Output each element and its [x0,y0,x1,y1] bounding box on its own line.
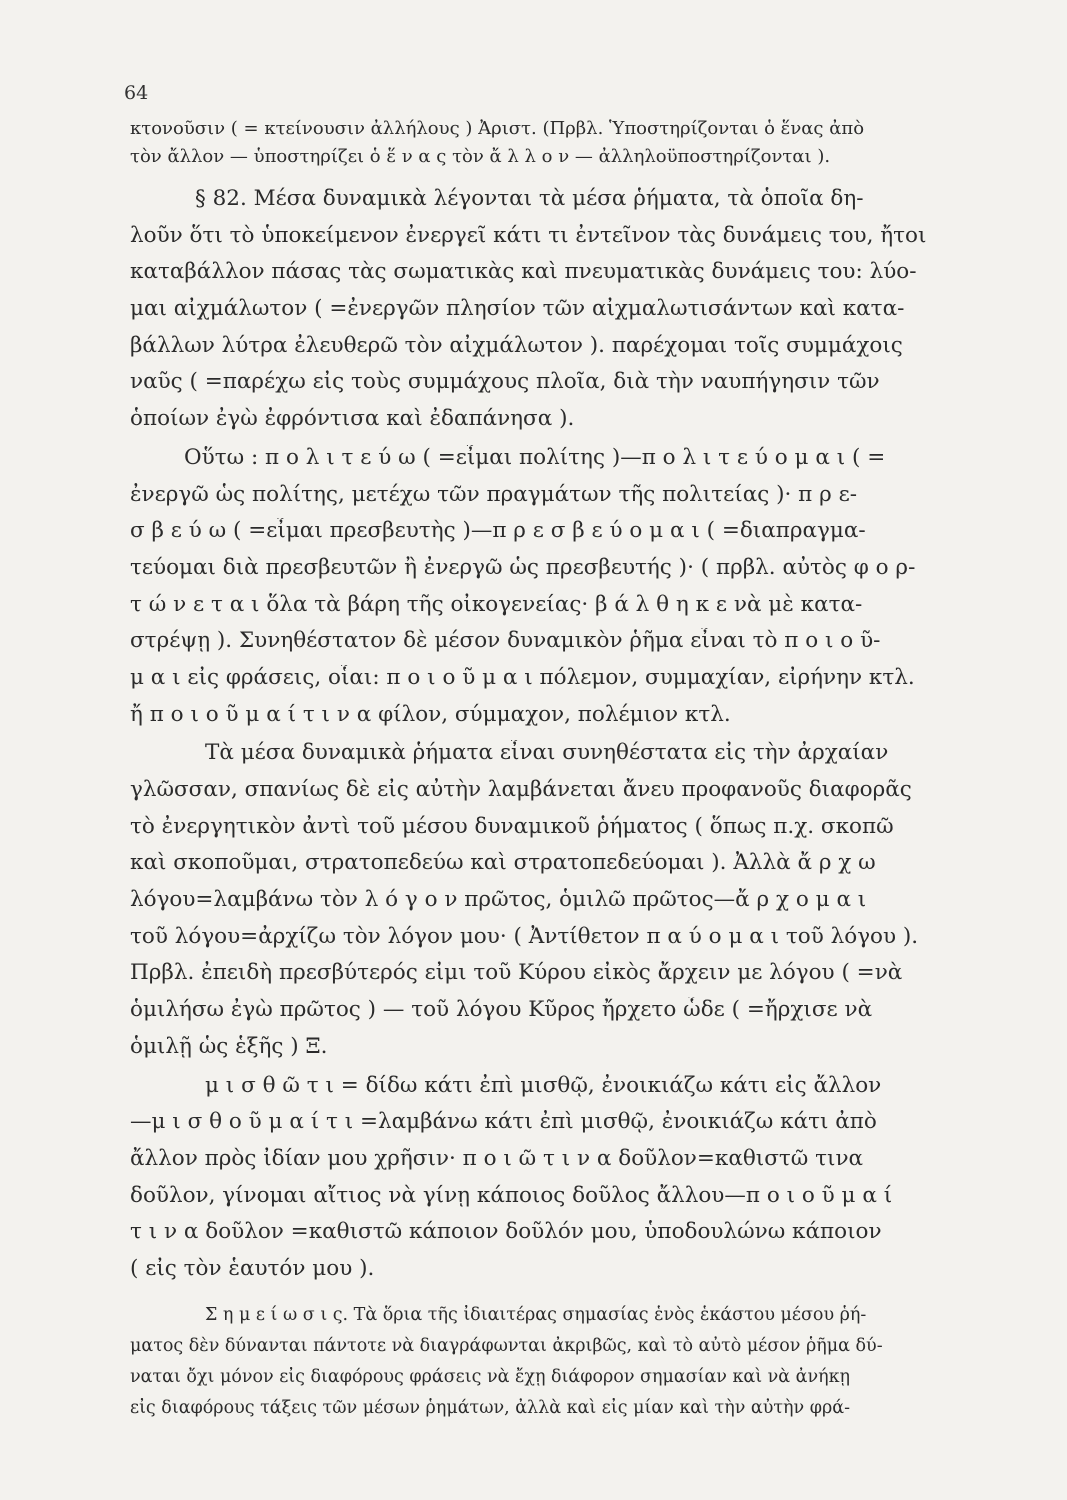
text-line: τὸ ἐνεργητικὸν ἀντὶ τοῦ μέσου δυναμικοῦ ῥήματος ( ὅπως π.χ. σκοπῶ [130,813,894,839]
text-line: τ ώ ν ε τ α ι ὅλα τὰ βάρη τῆς οἰκογενείας· β ά λ θ η κ ε νὰ μὲ κατα- [130,591,863,617]
text-line: λόγου=λαμβάνω τὸν λ ό γ ο ν πρῶτος, ὁμιλῶ πρῶτος—ἄ ρ χ ο μ α ι [130,887,867,913]
text-line: ἄλλον πρὸς ἰδίαν μου χρῆσιν· π ο ι ῶ τ ι ν α δοῦλον=καθιστῶ τινα [130,1145,864,1171]
text-line: τεύομαι διὰ πρεσβευτῶν ἢ ἐνεργῶ ὡς πρεσβευτής )· ( πρβλ. αὐτὸς φ ο ρ- [130,554,916,580]
text-line: γλῶσσαν, σπανίως δὲ εἰς αὐτὴν λαμβάνεται ἄνευ προφανοῦς διαφορᾶς [130,777,912,802]
note-paragraph [130,1305,1010,1429]
text-line: ὁποίων ἐγὼ ἐφρόντισα καὶ ἐδαπάνησα ). [130,406,575,432]
text-line: ἤ π ο ι ο ῦ μ α ί τ ι ν α φίλον, σύμμαχον, πολέμιον κτλ. [130,701,731,727]
text-line: Οὕτω : π ο λ ι τ ε ύ ω ( =εἶμαι πολίτης )—π ο λ ι τ ε ύ ο μ α ι ( = [184,444,886,470]
text-line: βάλλων λύτρα ἐλευθερῶ τὸν αἰχμάλωτον ). παρέχομαι τοῖς συμμάχοις [130,332,903,358]
text-line: τὸν ἄλλον — ὑποστηρίζει ὁ ἕ ν α ς τὸν ἄ λ λ ο ν — ἀλληλοϋποστηρίζονται ). [130,146,831,167]
text-line: ναῦς ( =παρέχω εἰς τοὺς συμμάχους πλοῖα, διὰ τὴν ναυπήγησιν τῶν [130,369,880,395]
text-line: τ ι ν α δοῦλον =καθιστῶ κάποιον δοῦλόν μου, ὑποδουλώνω κάποιον [130,1219,882,1245]
text-line: ἐνεργῶ ὡς πολίτης, μετέχω τῶν πραγμάτων τῆς πολιτείας )· π ρ ε- [130,481,857,507]
paragraph-houto [130,445,1010,739]
text-line: Πρβλ. ἐπειδὴ πρεσβύτερός εἰμι τοῦ Κύρου εἰκὸς ἄρχειν με λόγου ( =νὰ [130,960,903,986]
page-text [130,118,1010,1429]
text-line: δοῦλον, γίνομαι αἴτιος νὰ γίνῃ κάποιος δοῦλος ἄλλου—π ο ι ο ῦ μ α ί [130,1182,893,1208]
text-line: κτονοῦσιν ( = κτείνουσιν ἀλλήλους ) Ἀριστ. (Πρβλ. Ὑποστηρίζονται ὁ ἕνας ἀπὸ [130,118,865,139]
text-line: —μ ι σ θ ο ῦ μ α ί τ ι =λαμβάνω κάτι ἐπὶ μισθῷ, ἐνοικιάζω κάτι ἀπὸ [130,1109,877,1135]
text-line: μαι αἰχμάλωτον ( =ἐνεργῶν πλησίον τῶν αἰχμαλωτισάντων καὶ κατα- [130,296,905,322]
text-line: μ ι σ θ ῶ τ ι = δίδω κάτι ἐπὶ μισθῷ, ἐνοικιάζω κάτι εἰς ἄλλον [205,1072,882,1098]
text-line: ὁμιλῇ ὡς ἑξῆς ) Ξ. [130,1033,328,1059]
text-line: ματος δὲν δύνανται πάντοτε νὰ διαγράφωνται ἀκριβῶς, καὶ τὸ αὐτὸ μέσον ῥῆμα δύ- [130,1335,883,1356]
text-line: καὶ σκοποῦμαι, στρατοπεδεύω καὶ στρατοπεδεύομαι ). Ἀλλὰ ἄ ρ χ ω [130,850,876,876]
text-line: ναται ὄχι μόνον εἰς διαφόρους φράσεις νὰ ἔχῃ διάφορον σημασίαν καὶ νὰ ἀνήκῃ [130,1366,851,1387]
text-line: ( εἰς τὸν ἑαυτόν μου ). [130,1255,375,1281]
continuation-paragraph [130,118,1010,174]
text-line: σ β ε ύ ω ( =εἶμαι πρεσβευτὴς )—π ρ ε σ β ε ύ ο μ α ι ( =διαπραγμα- [130,518,866,544]
text-line: τοῦ λόγου=ἀρχίζω τὸν λόγον μου· ( Ἀντίθετον π α ύ ο μ α ι τοῦ λόγου ). [130,923,919,949]
text-line: λοῦν ὅτι τὸ ὑποκείμενον ἐνεργεῖ κάτι τι ἐντεῖνον τὰς δυνάμεις του, ἤτοι [130,222,927,248]
text-line: Σ η μ ε ί ω σ ι ς. Τὰ ὅρια τῆς ἰδιαιτέρας σημασίας ἑνὸς ἑκάστου μέσου ῥή- [205,1304,867,1325]
text-line: ὁμιλήσω ἐγὼ πρῶτος ) — τοῦ λόγου Κῦρος ἤρχετο ὧδε ( =ἤρχισε νὰ [130,997,873,1023]
text-line: § 82. Μέσα δυναμικὰ λέγονται τὰ μέσα ῥήματα, τὰ ὁποῖα δη- [195,186,864,211]
paragraph-ta-mesa [130,740,1010,1070]
text-line: καταβάλλον πάσας τὰς σωματικὰς καὶ πνευματικὰς δυνάμεις του: λύο- [130,259,917,285]
text-line: Τὰ μέσα δυναμικὰ ῥήματα εἶναι συνηθέστατα εἰς τὴν ἀρχαίαν [205,740,889,766]
section-82-paragraph [130,186,1010,443]
paragraph-mistho [130,1073,1010,1293]
text-line: μ α ι εἰς φράσεις, οἷαι: π ο ι ο ῦ μ α ι πόλεμον, συμμαχίαν, εἰρήνην κτλ. [130,664,915,690]
text-line: εἰς διαφόρους τάξεις τῶν μέσων ῥημάτων, ἀλλὰ καὶ εἰς μίαν καὶ τὴν αὐτὴν φρά- [130,1397,850,1418]
text-line: στρέψῃ ). Συνηθέστατον δὲ μέσον δυναμικὸν ῥῆμα εἶναι τὸ π ο ι ο ῦ- [130,628,881,654]
page-number: 64 [124,82,149,104]
